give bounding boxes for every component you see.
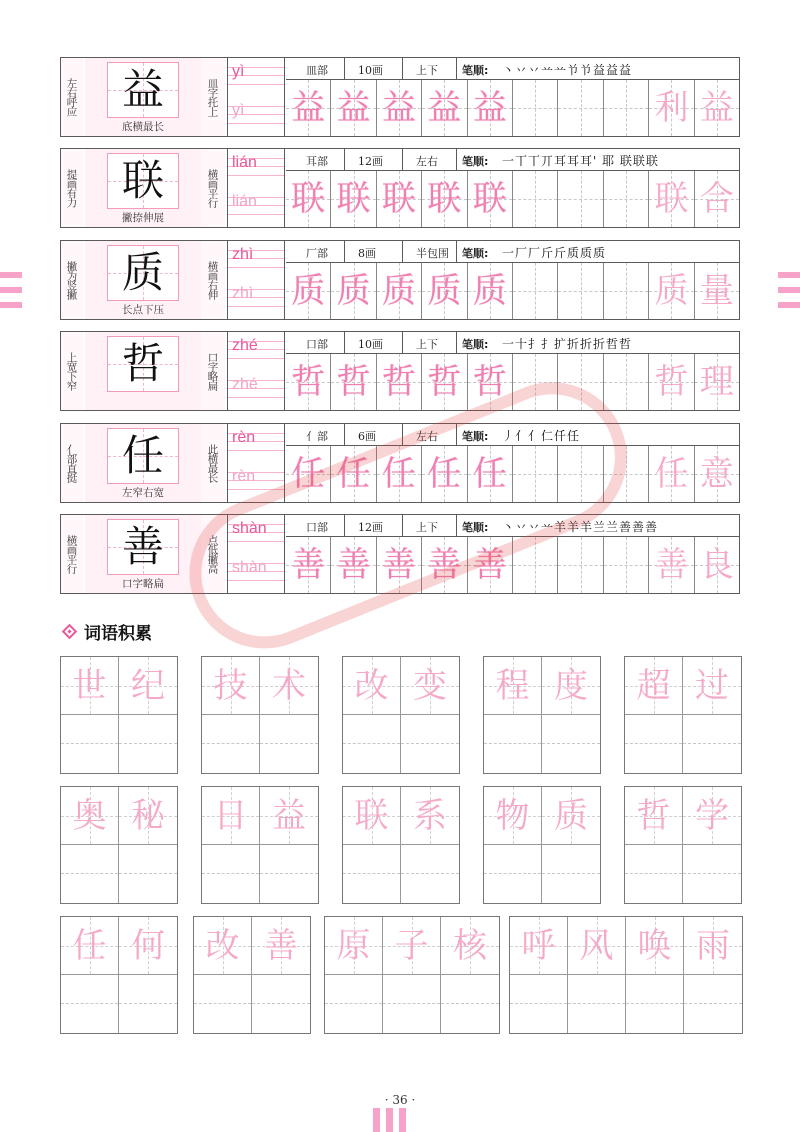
word-cell[interactable] — [568, 917, 626, 1033]
writing-tip-left: 横画平行 — [61, 515, 83, 593]
trace-char: 任 — [472, 454, 507, 494]
practice-cell[interactable] — [604, 263, 649, 319]
stroke-order: 丶丷丷䒑䒑兯兯益益益 — [502, 63, 633, 77]
pinyin-box — [227, 332, 285, 410]
word-char: 日 — [213, 796, 248, 836]
trace-char: 善 — [472, 545, 507, 585]
pinyin-trace[interactable]: rèn — [232, 468, 256, 485]
writing-tip-left: 撇为竖撇 — [61, 241, 83, 319]
pinyin-box — [227, 241, 285, 319]
word-char: 呼 — [521, 926, 556, 966]
word-char: 联 — [354, 796, 389, 836]
practice-cell[interactable] — [695, 263, 739, 319]
pinyin: zhé — [232, 337, 258, 354]
char-row — [60, 331, 740, 411]
word-char: 学 — [695, 796, 729, 836]
trace-char: 质 — [291, 271, 326, 311]
practice-cell[interactable] — [513, 537, 558, 593]
practice-cell[interactable] — [286, 80, 331, 136]
practice-cell[interactable] — [468, 446, 513, 502]
word-char: 何 — [131, 926, 165, 966]
stroke-count: 10画 — [358, 64, 383, 77]
word-cell[interactable] — [119, 917, 177, 1033]
writing-tip-left: 上宽下窄 — [61, 332, 83, 410]
trace-char: 善 — [427, 545, 462, 585]
trace-char: 益 — [427, 88, 462, 128]
pinyin-trace[interactable]: zhé — [232, 376, 258, 393]
word-cell[interactable] — [542, 657, 600, 773]
practice-cell[interactable] — [513, 171, 558, 227]
char-row — [60, 148, 740, 228]
word-cell[interactable] — [202, 657, 260, 773]
word-char: 变 — [413, 666, 447, 706]
word-cell[interactable] — [119, 657, 177, 773]
trace-char: 益 — [382, 88, 417, 128]
page-number: · 36 · — [384, 1093, 416, 1107]
stroke-count: 12画 — [358, 155, 383, 168]
model-char: 任 — [121, 431, 164, 480]
writing-tip-left: 左右呼应 — [61, 58, 83, 136]
word-box — [624, 656, 742, 774]
practice-cell[interactable] — [286, 446, 331, 502]
trace-char: 质 — [427, 271, 462, 311]
word-box — [342, 786, 460, 904]
word-cell[interactable] — [194, 917, 252, 1033]
word-cell[interactable] — [484, 657, 542, 773]
radical: 皿部 — [306, 64, 328, 77]
practice-cell[interactable] — [604, 537, 649, 593]
word-char: 质 — [554, 796, 588, 836]
word-char: 任 — [72, 926, 107, 966]
pinyin-trace[interactable]: shàn — [232, 559, 267, 576]
word-box — [201, 786, 319, 904]
writing-tip-bottom: 底横最长 — [122, 121, 164, 133]
radical: 口部 — [306, 338, 328, 351]
pinyin-box — [227, 149, 285, 227]
word-box — [324, 916, 500, 1034]
word-cell[interactable] — [401, 657, 459, 773]
word-char: 原 — [336, 926, 371, 966]
word-cell[interactable] — [626, 917, 684, 1033]
trace-char: 利 — [654, 88, 689, 128]
word-char: 过 — [695, 666, 729, 706]
char-row — [60, 514, 740, 594]
model-char: 善 — [121, 522, 164, 571]
practice-cell[interactable] — [286, 537, 331, 593]
practice-cell[interactable] — [377, 263, 422, 319]
word-cell[interactable] — [119, 787, 177, 903]
word-cell[interactable] — [441, 917, 499, 1033]
practice-cell[interactable] — [604, 80, 649, 136]
trace-char: 量 — [699, 271, 734, 311]
practice-cells — [286, 263, 739, 319]
practice-cell[interactable] — [558, 537, 603, 593]
trace-char: 联 — [291, 179, 326, 219]
writing-tip-right: 皿字托上 — [201, 58, 225, 136]
word-cell[interactable] — [252, 917, 310, 1033]
word-char: 奥 — [72, 796, 107, 836]
practice-cell[interactable] — [377, 354, 422, 410]
practice-cell[interactable] — [468, 354, 513, 410]
trace-char: 意 — [699, 454, 734, 494]
word-char: 系 — [413, 796, 447, 836]
word-cell[interactable] — [61, 657, 119, 773]
word-cell[interactable] — [260, 657, 318, 773]
trace-char: 任 — [382, 454, 417, 494]
trace-char: 哲 — [427, 362, 462, 402]
model-char: 哲 — [121, 339, 164, 388]
word-cell[interactable] — [343, 657, 401, 773]
practice-cell[interactable] — [331, 354, 376, 410]
practice-cell[interactable] — [422, 263, 467, 319]
stroke-count: 8画 — [358, 247, 376, 260]
word-char: 纪 — [131, 666, 165, 706]
stroke-count: 10画 — [358, 338, 383, 351]
pinyin-box — [227, 58, 285, 136]
word-char: 善 — [264, 926, 298, 966]
practice-cell[interactable] — [377, 537, 422, 593]
word-cell[interactable] — [683, 787, 741, 903]
trace-char: 哲 — [336, 362, 371, 402]
trace-char: 合 — [699, 179, 734, 219]
side-tab-left — [0, 272, 22, 317]
practice-cells — [286, 354, 739, 410]
word-box — [342, 656, 460, 774]
model-char: 质 — [121, 248, 164, 297]
practice-cell[interactable] — [649, 537, 694, 593]
practice-cell[interactable] — [468, 537, 513, 593]
word-cell[interactable] — [625, 787, 683, 903]
word-char: 度 — [554, 666, 588, 706]
stroke-order: 一丅丅丌耳耳耳' 耶 联联联 — [502, 154, 659, 168]
practice-cell[interactable] — [422, 537, 467, 593]
char-info — [286, 515, 739, 537]
practice-cell[interactable] — [695, 446, 739, 502]
word-box — [60, 656, 178, 774]
word-cell[interactable] — [542, 787, 600, 903]
trace-char: 联 — [427, 179, 462, 219]
trace-char: 良 — [699, 545, 734, 585]
pinyin-trace[interactable]: yì — [232, 102, 245, 119]
trace-char: 联 — [472, 179, 507, 219]
practice-cell[interactable] — [695, 171, 739, 227]
stroke-order-label: 笔顺: — [462, 430, 489, 443]
practice-cell[interactable] — [695, 354, 739, 410]
word-box — [483, 786, 601, 904]
model-char-box — [85, 515, 201, 593]
practice-cell[interactable] — [695, 537, 739, 593]
word-box — [624, 786, 742, 904]
trace-char: 益 — [472, 88, 507, 128]
practice-cell[interactable] — [286, 354, 331, 410]
trace-char: 质 — [654, 271, 689, 311]
stroke-order: 丿亻亻仁仟任 — [502, 429, 581, 443]
structure: 上下 — [416, 338, 438, 351]
practice-cell[interactable] — [468, 171, 513, 227]
practice-cell[interactable] — [377, 80, 422, 136]
trace-char: 哲 — [291, 362, 326, 402]
word-char: 雨 — [696, 926, 730, 966]
word-char: 世 — [72, 666, 107, 706]
writing-tip-bottom: 撇捺伸展 — [122, 212, 164, 224]
practice-cell[interactable] — [558, 80, 603, 136]
stroke-order-label: 笔顺: — [462, 338, 489, 351]
model-char: 益 — [121, 65, 164, 114]
writing-tip-bottom: 口字略扁 — [122, 578, 164, 590]
structure: 左右 — [416, 430, 438, 443]
word-box — [60, 916, 178, 1034]
practice-cell[interactable] — [604, 171, 649, 227]
radical: 耳部 — [306, 155, 328, 168]
section-header — [64, 620, 152, 642]
model-char-box — [85, 149, 201, 227]
practice-cell[interactable] — [558, 446, 603, 502]
word-char: 超 — [636, 666, 671, 706]
structure: 半包围 — [416, 247, 449, 260]
word-box — [483, 656, 601, 774]
word-char: 唤 — [637, 926, 672, 966]
radical: 口部 — [306, 521, 328, 534]
word-box — [201, 656, 319, 774]
word-cell[interactable] — [510, 917, 568, 1033]
trace-char: 任 — [427, 454, 462, 494]
word-cell[interactable] — [683, 657, 741, 773]
pinyin: lián — [232, 154, 257, 171]
writing-tip-right: 点低撇高 — [201, 515, 225, 593]
word-cell[interactable] — [260, 787, 318, 903]
trace-char: 任 — [336, 454, 371, 494]
pinyin: rèn — [232, 429, 256, 446]
radical: 亻部 — [306, 430, 328, 443]
structure: 上下 — [416, 521, 438, 534]
pinyin-trace[interactable]: zhì — [232, 285, 254, 302]
word-char: 改 — [354, 666, 389, 706]
trace-char: 善 — [382, 545, 417, 585]
trace-char: 任 — [654, 454, 689, 494]
word-char: 子 — [394, 926, 429, 966]
pinyin: yì — [232, 63, 245, 80]
word-char: 秘 — [131, 796, 165, 836]
char-info — [286, 149, 739, 171]
trace-char: 哲 — [654, 362, 689, 402]
practice-cell[interactable] — [377, 171, 422, 227]
pinyin-trace[interactable]: lián — [232, 193, 257, 210]
trace-char: 益 — [336, 88, 371, 128]
practice-cell[interactable] — [558, 171, 603, 227]
practice-cell[interactable] — [286, 171, 331, 227]
model-char: 联 — [121, 156, 164, 205]
side-tab-right — [778, 272, 800, 317]
trace-char: 益 — [699, 88, 734, 128]
practice-cell[interactable] — [558, 354, 603, 410]
word-cell[interactable] — [383, 917, 441, 1033]
word-cell[interactable] — [401, 787, 459, 903]
word-cell[interactable] — [325, 917, 383, 1033]
writing-tip-bottom: 长点下压 — [122, 304, 164, 316]
trace-char: 质 — [382, 271, 417, 311]
practice-cell[interactable] — [422, 171, 467, 227]
word-char: 术 — [272, 666, 306, 706]
char-info — [286, 332, 739, 354]
structure: 左右 — [416, 155, 438, 168]
writing-tip-right: 口字略扁 — [201, 332, 225, 410]
practice-cell[interactable] — [649, 354, 694, 410]
practice-cell[interactable] — [604, 354, 649, 410]
radical: 厂部 — [306, 247, 328, 260]
char-row — [60, 240, 740, 320]
word-cell[interactable] — [61, 917, 119, 1033]
trace-char: 联 — [382, 179, 417, 219]
practice-cells — [286, 171, 739, 227]
model-char-box — [85, 241, 201, 319]
word-cell[interactable] — [625, 657, 683, 773]
trace-char: 哲 — [472, 362, 507, 402]
char-info — [286, 58, 739, 80]
stroke-order: 一厂厂斤斤质质质 — [502, 246, 607, 260]
word-cell[interactable] — [684, 917, 742, 1033]
practice-cell[interactable] — [604, 446, 649, 502]
practice-cell[interactable] — [649, 263, 694, 319]
stroke-order: 丶丷丷䒑羊羊羊兰兰善善善 — [502, 520, 659, 534]
word-char: 改 — [205, 926, 240, 966]
model-char-box — [85, 58, 201, 136]
practice-cell[interactable] — [649, 446, 694, 502]
trace-char: 哲 — [382, 362, 417, 402]
practice-cell[interactable] — [331, 537, 376, 593]
trace-char: 善 — [291, 545, 326, 585]
practice-cells — [286, 80, 739, 136]
word-char: 物 — [495, 796, 530, 836]
word-char: 益 — [272, 796, 306, 836]
stroke-count: 12画 — [358, 521, 383, 534]
char-row — [60, 57, 740, 137]
trace-char: 善 — [336, 545, 371, 585]
writing-tip-right: 横画右伸 — [201, 241, 225, 319]
practice-cell[interactable] — [286, 263, 331, 319]
section-title: 词语积累 — [84, 623, 152, 644]
word-char: 核 — [453, 926, 487, 966]
footer-bars — [373, 1108, 412, 1132]
stroke-order-label: 笔顺: — [462, 247, 489, 260]
stroke-order: 一十扌扌扩折折折哲哲 — [502, 337, 633, 351]
practice-cell[interactable] — [377, 446, 422, 502]
writing-tip-right: 此横最长 — [201, 424, 225, 502]
trace-char: 善 — [654, 545, 689, 585]
stroke-order-label: 笔顺: — [462, 64, 489, 77]
word-cell[interactable] — [202, 787, 260, 903]
pinyin: zhì — [232, 246, 254, 263]
stroke-count: 6画 — [358, 430, 376, 443]
char-info — [286, 241, 739, 263]
practice-cells — [286, 537, 739, 593]
trace-char: 理 — [699, 362, 734, 402]
practice-cell[interactable] — [331, 446, 376, 502]
writing-tip-bottom: 左窄右宽 — [122, 487, 164, 499]
practice-cell[interactable] — [513, 80, 558, 136]
practice-cell[interactable] — [331, 263, 376, 319]
practice-cell[interactable] — [468, 263, 513, 319]
word-cell[interactable] — [484, 787, 542, 903]
writing-tip-left: 亻部直挺 — [61, 424, 83, 502]
practice-cell[interactable] — [513, 354, 558, 410]
writing-tip-left: 提画有力 — [61, 149, 83, 227]
trace-char: 联 — [336, 179, 371, 219]
pinyin-box — [227, 515, 285, 593]
practice-cell[interactable] — [695, 80, 739, 136]
practice-cell[interactable] — [422, 80, 467, 136]
practice-cell[interactable] — [649, 171, 694, 227]
practice-cell[interactable] — [331, 80, 376, 136]
char-row — [60, 423, 740, 503]
model-char-box — [85, 424, 201, 502]
trace-char: 质 — [472, 271, 507, 311]
practice-cell[interactable] — [513, 263, 558, 319]
word-char: 风 — [579, 926, 614, 966]
trace-char: 联 — [654, 179, 689, 219]
structure: 上下 — [416, 64, 438, 77]
practice-cell[interactable] — [513, 446, 558, 502]
practice-cell[interactable] — [558, 263, 603, 319]
pinyin-box — [227, 424, 285, 502]
diamond-icon — [62, 623, 78, 639]
trace-char: 任 — [291, 454, 326, 494]
word-box — [509, 916, 743, 1034]
word-box — [193, 916, 311, 1034]
word-box — [60, 786, 178, 904]
practice-cell[interactable] — [331, 171, 376, 227]
writing-tip-right: 横画平行 — [201, 149, 225, 227]
model-char-box — [85, 332, 201, 410]
stroke-order-label: 笔顺: — [462, 155, 489, 168]
practice-cells — [286, 446, 739, 502]
word-cell[interactable] — [61, 787, 119, 903]
pinyin: shàn — [232, 520, 267, 537]
char-info — [286, 424, 739, 446]
word-char: 哲 — [636, 796, 671, 836]
word-char: 技 — [213, 666, 248, 706]
word-char: 程 — [495, 666, 530, 706]
stroke-order-label: 笔顺: — [462, 521, 489, 534]
practice-cell[interactable] — [649, 80, 694, 136]
trace-char: 质 — [336, 271, 371, 311]
practice-cell[interactable] — [422, 354, 467, 410]
practice-cell[interactable] — [468, 80, 513, 136]
practice-cell[interactable] — [422, 446, 467, 502]
trace-char: 益 — [291, 88, 326, 128]
word-cell[interactable] — [343, 787, 401, 903]
